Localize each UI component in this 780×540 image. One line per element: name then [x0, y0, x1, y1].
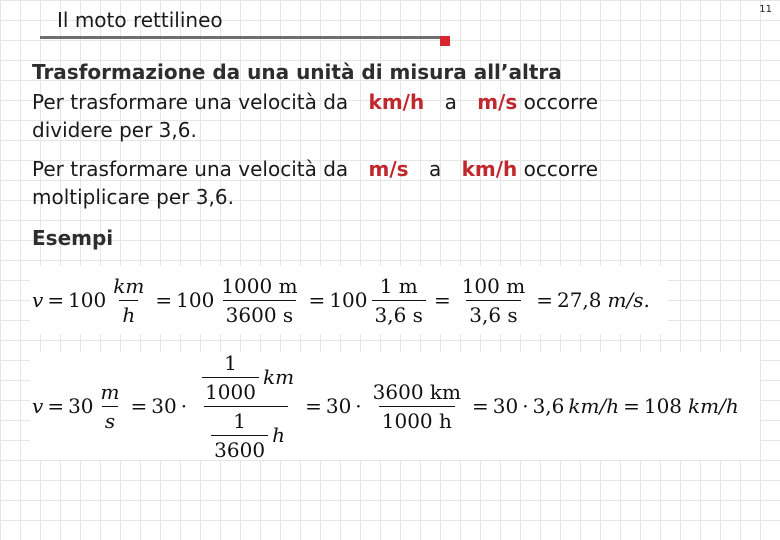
paragraph-line [32, 88, 598, 116]
fraction-numerator: 1 m [379, 273, 418, 298]
paragraph-kmh-to-ms [32, 88, 598, 144]
paragraph-lead: Per trasformare una velocità da [32, 157, 349, 181]
unit-to: km/h [461, 157, 518, 181]
paragraph-line-2: dividere per 3,6. [32, 118, 197, 142]
paragraph-tail: occorre [523, 90, 599, 114]
fraction-denominator: 3,6 s [466, 300, 520, 327]
unit-label: km/h [568, 394, 620, 418]
result-value: 108 [643, 394, 683, 418]
result-unit: m/s [607, 288, 644, 312]
fraction-numerator: 1000 m [221, 273, 298, 298]
coefficient: 100 [329, 288, 368, 312]
coefficient: 100 [68, 288, 107, 312]
paragraph-lead: Per trasformare una velocità da [32, 90, 349, 114]
result-unit: km/h [688, 394, 739, 418]
coefficient: 100 [176, 288, 215, 312]
coefficient: 30 [68, 394, 94, 418]
multiplication-dot: · [180, 394, 188, 418]
multiplier: 3,6 [532, 394, 565, 418]
coefficient: 30 [325, 394, 352, 418]
equals-sign: = [433, 288, 451, 312]
connector-word: a [428, 157, 442, 181]
equals-sign: = [305, 394, 322, 418]
fraction [218, 274, 300, 327]
paragraph-ms-to-kmh [32, 155, 598, 211]
section-subtitle: Trasformazione da una unità di misura all’altra [32, 60, 562, 84]
equals-sign: = [130, 394, 148, 418]
page-title: Il moto rettilineo [57, 8, 223, 32]
fraction [370, 380, 464, 433]
slide-header [0, 0, 780, 46]
equals-sign: = [308, 288, 326, 312]
compound-fraction [195, 351, 297, 462]
equals-sign: = [472, 394, 489, 418]
formula-ms-to-kmh [30, 352, 760, 460]
fraction [202, 351, 259, 404]
fraction-denominator: 3600 [211, 435, 268, 462]
unit-label: km [262, 365, 295, 389]
paragraph-line-2: moltiplicare per 3,6. [32, 185, 234, 209]
examples-heading: Esempi [32, 226, 114, 250]
fraction-denominator [204, 406, 288, 462]
equals-sign: = [623, 394, 640, 418]
equals-sign: = [536, 288, 553, 312]
fraction-numerator [195, 351, 297, 406]
coefficient: 30 [151, 394, 177, 418]
fraction [98, 380, 123, 433]
fraction-numerator: 3600 km [372, 379, 461, 404]
fraction [211, 409, 268, 462]
unit-from: km/h [368, 90, 425, 114]
result-value: 27,8 [556, 288, 602, 312]
unit-from: m/s [368, 157, 409, 181]
header-divider [40, 36, 450, 39]
fraction [372, 274, 426, 327]
fraction-numerator: km [113, 273, 145, 298]
fraction-numerator: 1 [233, 408, 246, 433]
fraction [459, 274, 529, 327]
formula-variable: v [32, 288, 44, 312]
fraction-denominator: h [119, 300, 138, 327]
fraction [110, 274, 147, 327]
unit-label: h [272, 423, 285, 447]
fraction-denominator: 3600 s [223, 300, 297, 327]
fraction-denominator: s [102, 406, 118, 433]
header-accent-square [440, 36, 450, 46]
formula-variable: v [32, 394, 44, 418]
fraction-denominator: 3,6 s [372, 300, 426, 327]
equals-sign: = [155, 288, 173, 312]
connector-word: a [444, 90, 457, 114]
equals-sign: = [47, 394, 65, 418]
paragraph-tail: occorre [523, 157, 599, 181]
fraction-numerator: 100 m [461, 273, 526, 298]
fraction-denominator: 1000 h [379, 406, 455, 433]
formula-kmh-to-ms [30, 266, 668, 334]
equals-sign: = [47, 288, 65, 312]
multiplication-dot: · [355, 394, 362, 418]
multiplication-dot: · [522, 394, 529, 418]
paragraph-line [32, 155, 598, 183]
fraction-numerator: 1 [224, 350, 237, 375]
formula-end-period: . [643, 288, 650, 312]
fraction-numerator: m [100, 379, 120, 404]
coefficient: 30 [492, 394, 519, 418]
unit-to: m/s [477, 90, 518, 114]
slide-number: 11 [759, 4, 772, 15]
fraction-denominator: 1000 [202, 377, 259, 404]
